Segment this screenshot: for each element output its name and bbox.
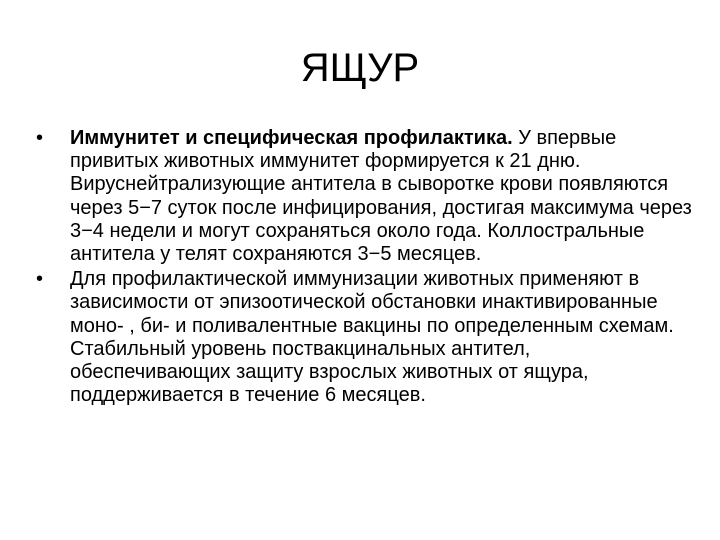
bullet-list [34, 127, 694, 407]
bullet-lead-text: Иммунитет и специфическая профилактика. [70, 127, 513, 149]
slide-title: ЯЩУР [300, 46, 420, 90]
bullet-item-immunity [34, 127, 694, 266]
bullet-body-text: У впервые привитых животных иммунитет формируется к 21 дню. Вируснейтрализующие антитела в сыворотке крови появляются через 5−7 суток после инфицирования, достигая максимума через 3−4 недели и могут сохраняться около года. Коллостральные антитела у телят сохраняются 3−5 месяцев. [70, 127, 692, 266]
bullet-body-text: Для профилактической иммунизации животных применяют в зависимости от эпизоотической обстановки инактивированные моно- , би- и поливалентные вакцины по определенным схемам. Стабильный уровень поствакцинальных антител, обеспечивающих защиту взрослых животных от ящура, поддерживается в течение 6 месяцев. [70, 268, 674, 407]
bullet-marker: • [36, 127, 44, 149]
bullet-marker: • [36, 268, 44, 291]
bullet-item-vaccination [34, 268, 694, 407]
